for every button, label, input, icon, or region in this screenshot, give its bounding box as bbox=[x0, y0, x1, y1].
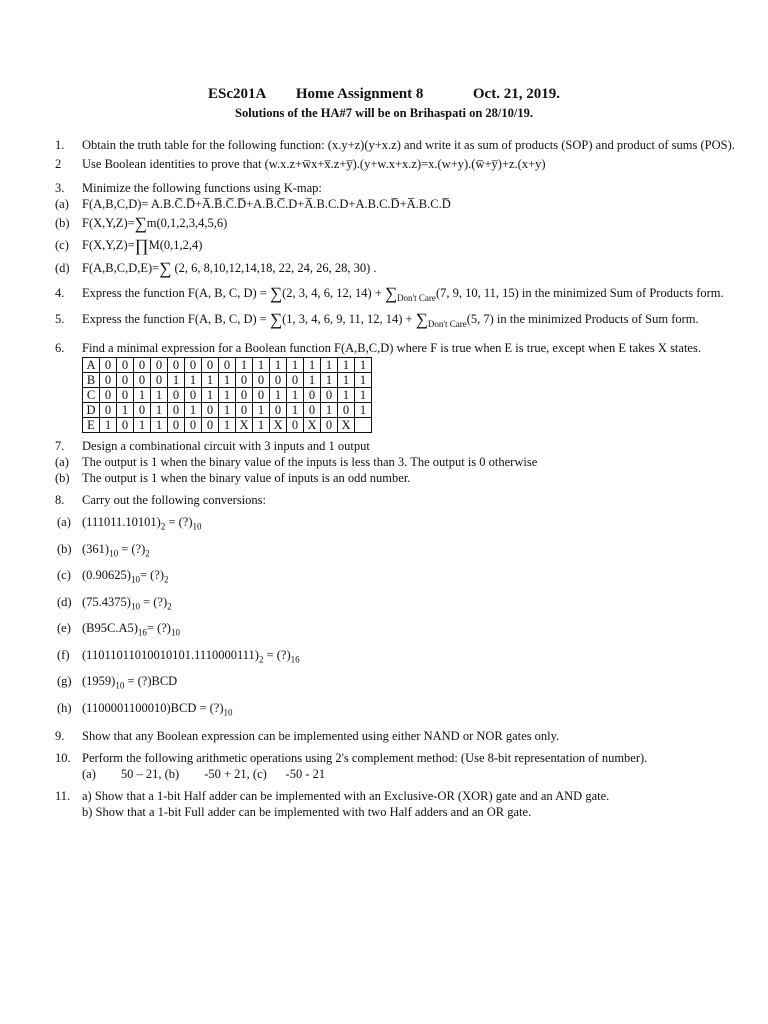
sigma-symbol: ∑ bbox=[415, 310, 428, 329]
truth-table-header-cell: D bbox=[83, 403, 100, 418]
truth-table-cell: 0 bbox=[304, 403, 321, 418]
sub-text: The output is 1 when the binary value of inputs is an odd number. bbox=[82, 471, 411, 485]
truth-table-cell: 1 bbox=[219, 418, 236, 433]
truth-table-cell: 1 bbox=[321, 373, 338, 388]
truth-table-cell: 0 bbox=[287, 373, 304, 388]
truth-table-cell: 0 bbox=[168, 388, 185, 403]
question-4 bbox=[55, 285, 757, 306]
truth-table-cell: 1 bbox=[168, 373, 185, 388]
truth-table-cell: 1 bbox=[304, 358, 321, 373]
truth-table-cell: 0 bbox=[100, 403, 117, 418]
conversion-item bbox=[55, 647, 757, 668]
truth-table-cell: 0 bbox=[236, 403, 253, 418]
truth-table-cell: 1 bbox=[185, 373, 202, 388]
question-text: Minimize the following functions using K-map: bbox=[82, 181, 322, 195]
question-11 bbox=[55, 788, 757, 820]
truth-table-row bbox=[83, 373, 372, 388]
truth-table-cell: 0 bbox=[202, 403, 219, 418]
conversion-expression: $(361)_{10}$ = $(?)_2$ bbox=[82, 541, 150, 558]
question-8 bbox=[55, 492, 757, 508]
truth-table-cell: 1 bbox=[355, 388, 372, 403]
function-lhs: F(X,Y,Z)= bbox=[82, 216, 135, 230]
question-number: 5. bbox=[55, 312, 65, 326]
conversion-item bbox=[55, 620, 757, 641]
question-text: Carry out the following conversions: bbox=[82, 493, 266, 507]
truth-table-cell: 1 bbox=[100, 418, 117, 433]
minterms: (1, 3, 4, 6, 9, 11, 12, 14) + bbox=[282, 312, 416, 326]
truth-table-cell: 1 bbox=[321, 403, 338, 418]
truth-table-cell: 1 bbox=[202, 373, 219, 388]
sub-label: (b) bbox=[57, 541, 72, 556]
truth-table-cell: 1 bbox=[219, 403, 236, 418]
question-5 bbox=[55, 311, 757, 332]
truth-table-cell: X bbox=[304, 418, 321, 433]
truth-table-cell: 1 bbox=[219, 373, 236, 388]
sub-text: The output is 1 when the binary value of the inputs is less than 3. The output is 0 otherwise bbox=[82, 455, 538, 469]
truth-table-cell: 0 bbox=[100, 358, 117, 373]
truth-table-cell: 1 bbox=[117, 403, 134, 418]
sigma-symbol: ∑ bbox=[269, 284, 283, 303]
question-number: 9. bbox=[55, 729, 65, 743]
question-7 bbox=[55, 438, 757, 454]
truth-table-cell: 0 bbox=[236, 388, 253, 403]
truth-table-cell: 1 bbox=[253, 403, 270, 418]
question-number: 11. bbox=[55, 789, 71, 803]
truth-table-cell: 0 bbox=[236, 373, 253, 388]
dont-care-terms: (7, 9, 10, 11, 15) in the minimized Sum of Products form. bbox=[435, 286, 724, 300]
truth-table-cell: 0 bbox=[134, 358, 151, 373]
question-text: Obtain the truth table for the following function: (x.y+z)(y+x.z) and write it as sum of products (SOP) and product of sums (POS). bbox=[82, 138, 735, 152]
truth-table-cell: 0 bbox=[185, 418, 202, 433]
assignment-date: Oct. 21, 2019. bbox=[472, 86, 560, 102]
question-3c bbox=[55, 237, 757, 254]
truth-table-cell: 1 bbox=[151, 403, 168, 418]
sub-label: (a) bbox=[55, 197, 69, 211]
truth-table-cell: 0 bbox=[253, 373, 270, 388]
truth-table-cell: X bbox=[270, 418, 287, 433]
truth-table-cell: 1 bbox=[185, 403, 202, 418]
truth-table-cell: 1 bbox=[355, 358, 372, 373]
truth-table-cell: 0 bbox=[117, 358, 134, 373]
truth-table-cell: X bbox=[338, 418, 355, 433]
truth-table-cell: 0 bbox=[117, 388, 134, 403]
document-header bbox=[0, 86, 768, 121]
truth-table-cell: 1 bbox=[219, 388, 236, 403]
product-symbol: ∏ bbox=[134, 236, 149, 255]
conversion-item bbox=[55, 673, 757, 694]
question-number: 3. bbox=[55, 181, 65, 195]
question-number: 1. bbox=[55, 138, 65, 152]
sub-text: F(A,B,C,D)= A.B.C̅.D̅+A̅.B̅.C̅.D̅+A.B̅.C̅.D+A̅.B.C.D+A.B.C.D̅+A̅.B.C.D̅ bbox=[82, 197, 451, 211]
question-number: 2 bbox=[55, 157, 62, 171]
dont-care-label: Don't Care bbox=[397, 293, 436, 303]
questions bbox=[55, 137, 757, 820]
truth-table-header-cell: C bbox=[83, 388, 100, 403]
function-lhs: F(A,B,C,D,E)= bbox=[82, 261, 160, 275]
question-text: Express the function F(A, B, C, D) = bbox=[82, 286, 270, 300]
truth-table-row bbox=[83, 388, 372, 403]
truth-table-cell: 0 bbox=[168, 403, 185, 418]
dont-care-terms: (5, 7) in the minimized Products of Sum form. bbox=[466, 312, 699, 326]
truth-table-cell: X bbox=[236, 418, 253, 433]
assignment-title: Home Assignment 8 bbox=[295, 86, 424, 102]
conversion-item bbox=[55, 567, 757, 588]
question-11a: a) Show that a 1-bit Half adder can be implemented with an Exclusive-OR (XOR) gate and an AND gate. bbox=[82, 789, 610, 803]
truth-table-cell: 0 bbox=[168, 418, 185, 433]
truth-table-row bbox=[83, 403, 372, 418]
truth-table-header-cell: A bbox=[83, 358, 100, 373]
question-3a bbox=[55, 196, 757, 212]
conversion-list bbox=[55, 514, 757, 720]
question-2 bbox=[55, 156, 757, 172]
truth-table-cell: 1 bbox=[202, 388, 219, 403]
truth-table-cell bbox=[355, 418, 372, 433]
sub-label: (e) bbox=[57, 621, 71, 635]
truth-table-cell: 0 bbox=[185, 388, 202, 403]
question-7b bbox=[55, 470, 757, 486]
truth-table-cell: 0 bbox=[270, 373, 287, 388]
question-text: Find a minimal expression for a Boolean function F(A,B,C,D) where F is true when E is true, except when E takes X states. bbox=[82, 341, 701, 355]
truth-table-cell: 1 bbox=[355, 403, 372, 418]
truth-table-cell: 1 bbox=[151, 418, 168, 433]
sub-label: (h) bbox=[57, 700, 72, 715]
truth-table-cell: 1 bbox=[338, 388, 355, 403]
question-number: 8. bbox=[55, 493, 65, 507]
question-3d bbox=[55, 260, 757, 277]
truth-table-cell: 1 bbox=[270, 358, 287, 373]
truth-table-cell: 1 bbox=[338, 373, 355, 388]
truth-table-cell: 0 bbox=[202, 418, 219, 433]
truth-table-row bbox=[83, 358, 372, 373]
conversion-expression: $(0.90625)_{10}=$ $(?)_2$ bbox=[82, 568, 169, 585]
truth-table-header-cell: E bbox=[83, 418, 100, 433]
sigma-symbol: ∑ bbox=[134, 214, 147, 233]
truth-table-cell: 0 bbox=[168, 358, 185, 373]
truth-table-cell: 1 bbox=[321, 358, 338, 373]
question-9 bbox=[55, 728, 757, 744]
sigma-symbol: ∑ bbox=[269, 310, 283, 329]
truth-table-cell: 0 bbox=[134, 403, 151, 418]
question-text: Show that any Boolean expression can be implemented using either NAND or NOR gates only. bbox=[82, 729, 560, 743]
truth-table-cell: 0 bbox=[219, 358, 236, 373]
header-subtitle: Solutions of the HA#7 will be on Brihaspati on 28/10/19. bbox=[235, 106, 533, 120]
question-text: Use Boolean identities to prove that bbox=[82, 157, 265, 171]
conversion-expression: $(75.4375)_{10}$ = $(?)_2$ bbox=[82, 594, 172, 611]
sub-label: (b) bbox=[55, 471, 70, 485]
truth-table-cell: 1 bbox=[270, 388, 287, 403]
sub-label: (a) bbox=[57, 515, 71, 529]
question-text: Perform the following arithmetic operations using 2's complement method: (Use 8-bit representation of number). bbox=[82, 751, 648, 765]
sub-label: (f) bbox=[57, 647, 70, 662]
truth-table-cell: 0 bbox=[287, 418, 304, 433]
truth-table-cell: 1 bbox=[338, 358, 355, 373]
question-number: 10. bbox=[55, 751, 71, 765]
sub-label: (c) bbox=[57, 568, 71, 582]
header-line bbox=[0, 86, 768, 103]
truth-table-cell: 0 bbox=[321, 388, 338, 403]
sub-label: (d) bbox=[57, 594, 72, 609]
truth-table-cell: 0 bbox=[100, 373, 117, 388]
truth-table-header-cell: B bbox=[83, 373, 100, 388]
truth-table-row bbox=[83, 418, 372, 433]
truth-table-cell: 0 bbox=[151, 373, 168, 388]
question-number: 7. bbox=[55, 439, 65, 453]
conversion-expression: $(111011.10101)_2$ = $(?)_{10}$ bbox=[82, 515, 202, 532]
question-text: Express the function F(A, B, C, D) = bbox=[82, 312, 270, 326]
truth-table-cell: 1 bbox=[304, 373, 321, 388]
question-number: 4. bbox=[55, 286, 65, 300]
truth-table-cell: 0 bbox=[134, 373, 151, 388]
truth-table-cell: 1 bbox=[134, 388, 151, 403]
arithmetic-operations: (a) 50 – 21, (b) -50 + 21, (c) -50 - 21 bbox=[82, 767, 326, 781]
question-number: 6. bbox=[55, 341, 65, 355]
truth-table-cell: 1 bbox=[134, 418, 151, 433]
conversion-expression: $(11011011010010101.1110000111)_2$ = $(?)_{16}$ bbox=[82, 647, 300, 664]
sub-label: (g) bbox=[57, 674, 72, 688]
truth-table-cell: 1 bbox=[253, 358, 270, 373]
question-11b: b) Show that a 1-bit Full adder can be implemented with two Half adders and an OR gate. bbox=[82, 805, 532, 819]
question-1 bbox=[55, 137, 757, 153]
truth-table-cell: 0 bbox=[100, 388, 117, 403]
truth-table-cell: 1 bbox=[287, 388, 304, 403]
sub-label: (a) bbox=[55, 455, 69, 469]
truth-table-cell: 1 bbox=[151, 388, 168, 403]
truth-table-cell: 0 bbox=[270, 403, 287, 418]
truth-table-cell: 0 bbox=[304, 388, 321, 403]
conversion-expression: $(1100001100010)BCD = (?)_{10}$ bbox=[82, 700, 233, 717]
sub-label: (d) bbox=[55, 261, 70, 275]
truth-table-cell: 1 bbox=[253, 418, 270, 433]
conversion-item bbox=[55, 514, 757, 535]
question-3b bbox=[55, 215, 757, 232]
conversion-item bbox=[55, 594, 757, 615]
truth-table-cell: 0 bbox=[185, 358, 202, 373]
truth-table-cell: 0 bbox=[321, 418, 338, 433]
question-7a bbox=[55, 454, 757, 470]
function-rhs: M(0,1,2,4) bbox=[148, 238, 203, 252]
function-rhs: m(0,1,2,3,4,5,6) bbox=[146, 216, 228, 230]
truth-table-cell: 1 bbox=[355, 373, 372, 388]
truth-table-cell: 0 bbox=[151, 358, 168, 373]
boolean-expression: (w.x.z+w̅x+x̅.z+y̅).(y+w.x+x.z)=x.(w+y).(w̅+y̅)+z.(x+y) bbox=[264, 157, 546, 171]
truth-table-cell: 0 bbox=[117, 418, 134, 433]
sub-label: (b) bbox=[55, 216, 70, 230]
minterms: (2, 3, 4, 6, 12, 14) + bbox=[282, 286, 385, 300]
sub-label: (c) bbox=[55, 238, 69, 252]
course-code: ESc201A bbox=[208, 86, 267, 102]
truth-table-cell: 1 bbox=[236, 358, 253, 373]
question-3 bbox=[55, 180, 757, 196]
question-text: Design a combinational circuit with 3 inputs and 1 output bbox=[82, 439, 370, 453]
question-10 bbox=[55, 750, 757, 782]
conversion-expression: $(B95C.A5)_{16}=$ $(?)_{10}$ bbox=[82, 621, 180, 638]
sigma-symbol: ∑ bbox=[159, 259, 172, 278]
conversion-item bbox=[55, 541, 757, 562]
truth-table-cell: 0 bbox=[117, 373, 134, 388]
truth-table-cell: 0 bbox=[338, 403, 355, 418]
truth-table-cell: 0 bbox=[253, 388, 270, 403]
dont-care-label: Don't Care bbox=[427, 319, 467, 329]
conversion-expression: $(1959)_{10}$ = (?)BCD bbox=[82, 674, 178, 691]
truth-table-cell: 1 bbox=[287, 403, 304, 418]
truth-table-cell: 0 bbox=[202, 358, 219, 373]
truth-table-cell: 1 bbox=[287, 358, 304, 373]
function-lhs: F(X,Y,Z)= bbox=[82, 238, 135, 252]
conversion-item bbox=[55, 700, 757, 721]
question-6 bbox=[55, 340, 757, 356]
sigma-symbol: ∑ bbox=[384, 284, 398, 303]
function-rhs: (2, 6, 8,10,12,14,18, 22, 24, 26, 28, 30) . bbox=[171, 261, 377, 275]
truth-table bbox=[82, 357, 372, 433]
